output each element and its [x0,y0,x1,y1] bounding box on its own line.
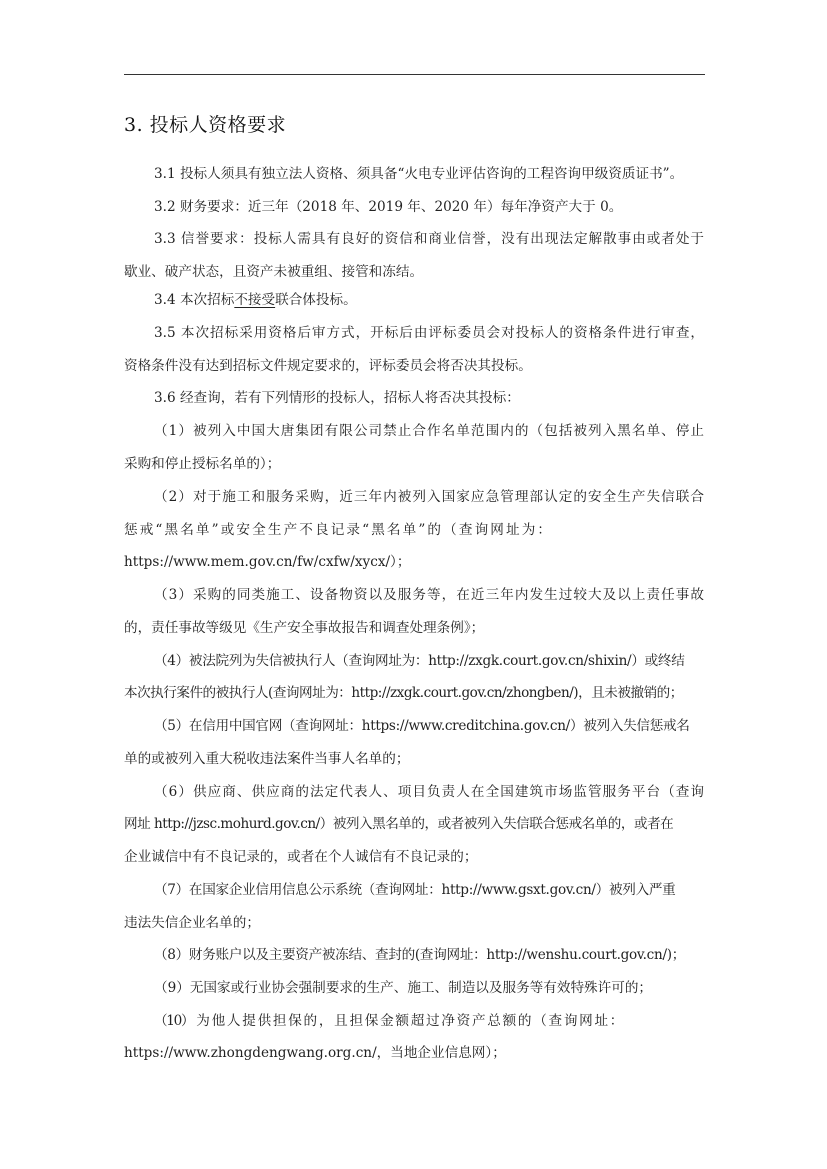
item-2-url: https://www.mem.gov.cn/fw/cxfw/xycx/）； [124,554,411,570]
item-1-cont: 采购和停止授标名单的）； [124,456,281,472]
item-7-cont: 违法失信企业名单的； [124,915,260,931]
clause-3-3-cont: 歇业、破产状态，且资产未被重组、接管和冻结。 [124,264,424,280]
item-8: （8）财务账户以及主要资产被冻结、查封的(查询网址：http://wenshu.court.gov.cn/)； [154,947,686,963]
item-4: （4）被法院列为失信被执行人（查询网址为：http://zxgk.court.gov.cn/shixin/）或终结 [154,653,685,669]
clause-3-6: 3.6 经查询，若有下列情形的投标人，招标人将否决其投标： [154,390,520,406]
item-4-cont: 本次执行案件的被执行人(查询网址为：http://zxgk.court.gov.cn/zhongben/)，且未被撤销的； [124,685,683,701]
item-5: （5）在信用中国官网（查询网址：https://www.creditchina.gov.cn/）被列入失信惩戒名 [154,718,690,734]
clause-3-4-text-b: 联合体投标。 [275,292,357,308]
clause-3-5: 3.5 本次招标采用资格后审方式，开标后由评标委员会对投标人的资格条件进行审查， [154,325,704,341]
item-1: （1）被列入中国大唐集团有限公司禁止合作名单范围内的（包括被列入黑名单、停止 [154,423,704,439]
clause-3-4 [154,288,357,308]
item-3: （3）采购的同类施工、设备物资以及服务等，在近三年内发生过较大及以上责任事故 [154,587,704,603]
item-6-cont: 网址 http://jzsc.mohurd.gov.cn/）被列入黑名单的，或者被列入失信联合惩戒名单的，或者在 [124,816,674,832]
item-6: （6）供应商、供应商的法定代表人、项目负责人在全国建筑市场监管服务平台（查询 [154,784,704,800]
item-2: （2）对于施工和服务采购，近三年内被列入国家应急管理部认定的安全生产失信联合 [154,489,704,505]
item-9: （9）无国家或行业协会强制要求的生产、施工、制造以及服务等有效特殊许可的； [154,980,653,996]
clause-3-5-cont: 资格条件没有达到招标文件规定要求的，评标委员会将否决其投标。 [124,358,532,374]
item-5-cont: 单的或被列入重大税收违法案件当事人名单的； [124,751,410,767]
item-2-cont: 惩 戒 “ 黑 名 单 ” 或 安 全 生 产 不 良 记 录 “ 黑 名 单 ” 的 （ 查 询 网 址 为 ： [124,522,550,538]
clause-3-4-underlined: 不接受 [234,292,276,308]
item-10: （10） 为 他 人 提 供 担 保 的 ， 且 担 保 金 额 超 过 净 资 产 总 额 的 （ 查 询 网 址 ： [154,1013,623,1029]
header-rule [124,74,705,75]
item-6-cont-2: 企业诚信中有不良记录的，或者在个人诚信有不良记录的； [124,849,478,865]
item-3-cont: 的，责任事故等级见《生产安全事故报告和调查处理条例》； [124,620,485,636]
clause-3-3: 3.3 信誉要求：投标人需具有良好的资信和商业信誉，没有出现法定解散事由或者处于 [154,231,704,247]
item-10-cont: https://www.zhongdengwang.org.cn/，当地企业信息网）； [124,1045,506,1061]
clause-3-4-text-a: 3.4 本次招标 [154,292,235,308]
section-heading: 3. 投标人资格要求 [124,114,287,136]
clause-3-1: 3.1 投标人须具有独立法人资格、须具备“火电专业评估咨询的工程咨询甲级资质证书”。 [154,166,684,182]
clause-3-2: 3.2 财务要求：近三年（2018 年、2019 年、2020 年）每年净资产大于 0。 [154,199,623,215]
item-7: （7）在国家企业信用信息公示系统（查询网址：http://www.gsxt.gov.cn/）被列入严重 [154,882,676,898]
